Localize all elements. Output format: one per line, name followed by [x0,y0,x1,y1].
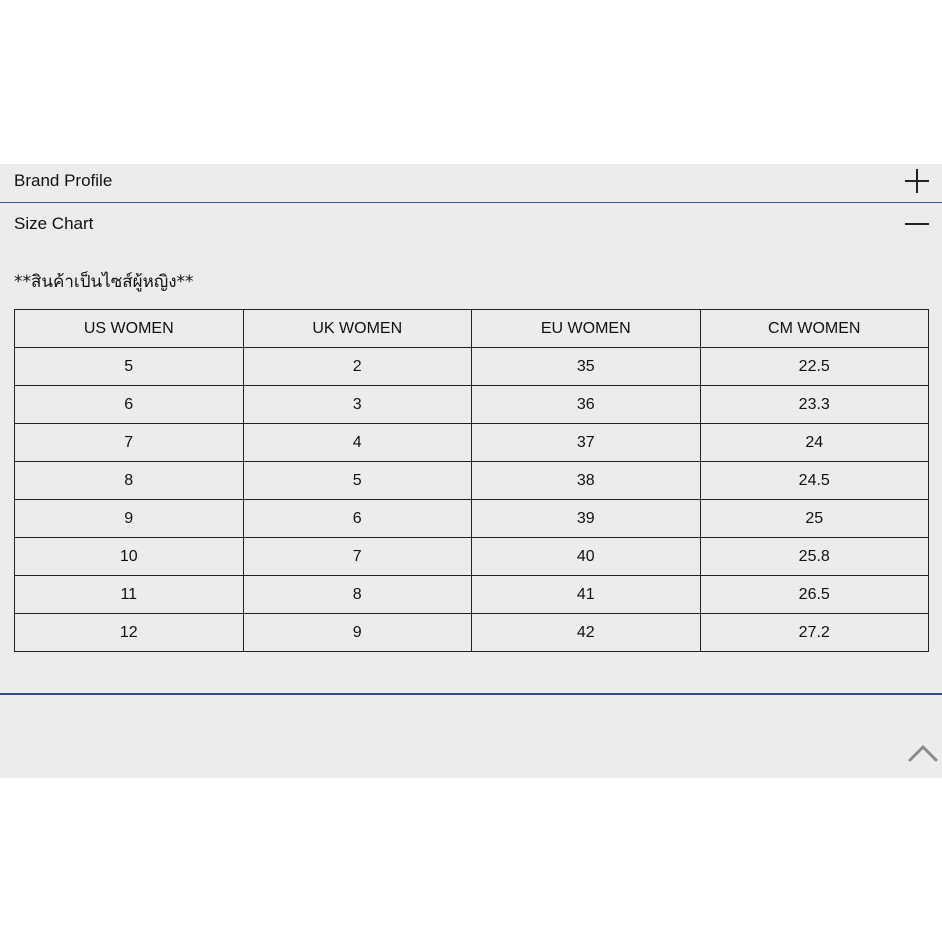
cell-eu: 35 [472,348,701,386]
size-chart-accordion-header[interactable] [0,204,942,244]
section-divider [0,693,942,695]
minus-icon[interactable] [905,212,929,236]
plus-icon[interactable] [905,169,929,193]
column-header-eu: EU WOMEN [472,310,701,348]
cell-cm: 27.2 [700,614,929,652]
cell-us: 10 [15,538,244,576]
cell-us: 5 [15,348,244,386]
cell-eu: 41 [472,576,701,614]
cell-us: 9 [15,500,244,538]
scroll-to-top-button[interactable] [908,742,938,764]
cell-us: 6 [15,386,244,424]
brand-profile-label: Brand Profile [14,171,113,190]
table-row [15,348,929,386]
cell-eu: 39 [472,500,701,538]
table-row [15,424,929,462]
cell-uk: 9 [243,614,472,652]
table-row [15,538,929,576]
cell-cm: 25.8 [700,538,929,576]
table-header-row [15,310,929,348]
table-row [15,386,929,424]
size-chart-table [14,309,929,652]
cell-eu: 36 [472,386,701,424]
cell-cm: 22.5 [700,348,929,386]
cell-cm: 25 [700,500,929,538]
size-chart-label: Size Chart [14,214,94,233]
cell-eu: 38 [472,462,701,500]
cell-uk: 7 [243,538,472,576]
cell-uk: 2 [243,348,472,386]
cell-eu: 42 [472,614,701,652]
brand-profile-accordion-header[interactable] [0,164,942,203]
size-note: **สินค้าเป็นไซส์ผู้หญิง** [14,272,194,292]
table-row [15,576,929,614]
cell-uk: 6 [243,500,472,538]
cell-cm: 24 [700,424,929,462]
column-header-us: US WOMEN [15,310,244,348]
table-row [15,500,929,538]
cell-us: 11 [15,576,244,614]
cell-cm: 23.3 [700,386,929,424]
table-row [15,614,929,652]
cell-us: 12 [15,614,244,652]
cell-cm: 26.5 [700,576,929,614]
cell-uk: 4 [243,424,472,462]
column-header-uk: UK WOMEN [243,310,472,348]
cell-uk: 8 [243,576,472,614]
cell-us: 7 [15,424,244,462]
cell-eu: 37 [472,424,701,462]
cell-eu: 40 [472,538,701,576]
cell-uk: 5 [243,462,472,500]
column-header-cm: CM WOMEN [700,310,929,348]
cell-us: 8 [15,462,244,500]
product-details-panel [0,164,942,778]
cell-uk: 3 [243,386,472,424]
table-row [15,462,929,500]
chevron-up-icon [908,742,938,764]
cell-cm: 24.5 [700,462,929,500]
